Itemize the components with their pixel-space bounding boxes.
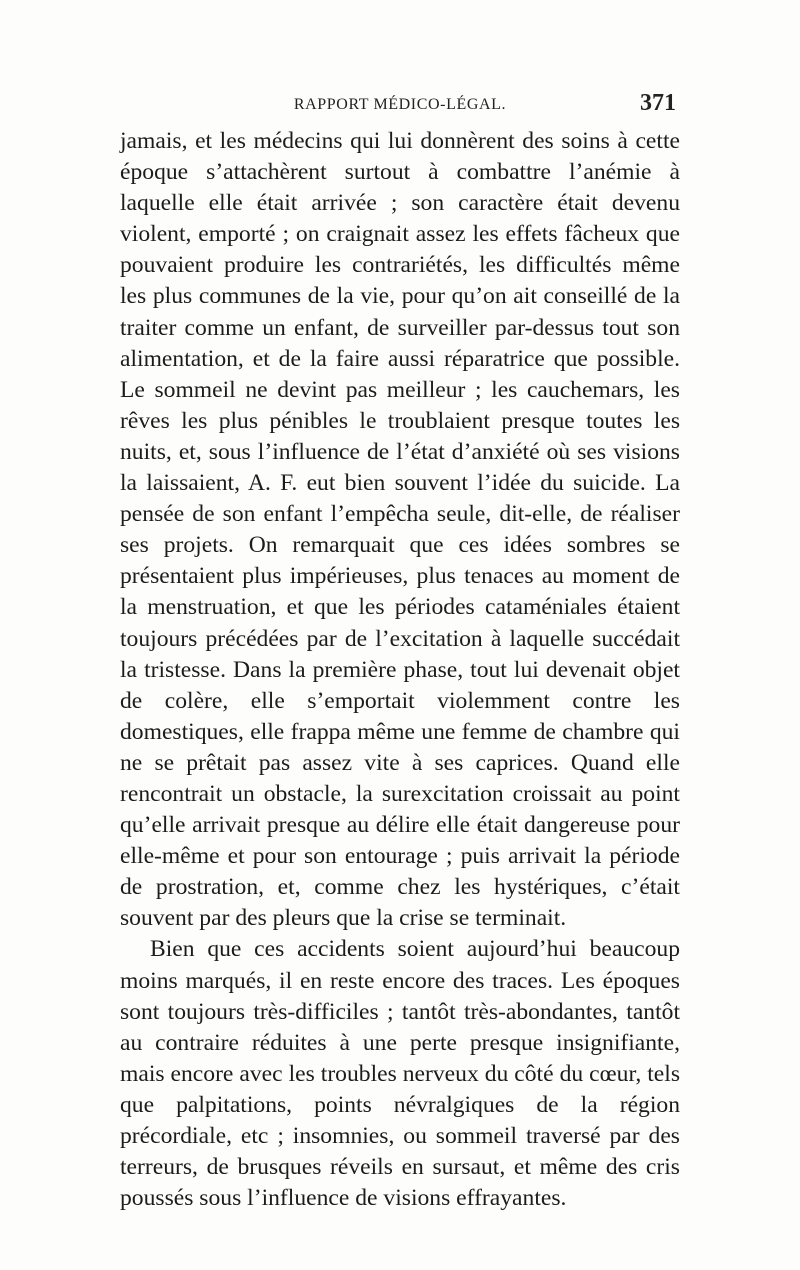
paragraph-2: Bien que ces accidents soient aujourd’hui beaucoup moins marqués, il en reste encore des traces. Les époques sont toujours très-difficiles ; tantôt très-abondantes, tantôt au contraire réduites à une perte presque insignifiante, mais encore avec les troubles nerveux du côté du cœur, tels que palpitations, points névralgiques de la région précordiale, etc ; insomnies, ou sommeil traversé par des terreurs, de brusques réveils en sursaut, et même des cris poussés sous l’influence de visions effrayantes. [120,936,680,1212]
running-header [120,92,680,122]
page-number: 371 [640,90,676,116]
body-text [120,126,680,1214]
paragraph-1: jamais, et les médecins qui lui donnèrent des soins à cette époque s’attachèrent surtout à combattre l’anémie à laquelle elle était arrivée ; son caractère était devenu violent, emporté ; on craignait assez les effets fâcheux que pouvaient produire les contrariétés, les difficultés même les plus communes de la vie, pour qu’on ait conseillé de la traiter comme un enfant, de surveiller par-dessus tout son alimentation, et de la faire aussi réparatrice que possible. Le sommeil ne devint pas meilleur ; les cauchemars, les rêves les plus pénibles le troublaient presque toutes les nuits, et, sous l’influence de l’état d’anxiété où ses visions la laissaient, A. F. eut bien souvent l’idée du suicide. La pensée de son enfant l’empêcha seule, dit-elle, de réaliser ses projets. On remarquait que ces idées sombres se présentaient plus impérieuses, plus tenaces au moment de la menstruation, et que les périodes cataméniales étaient toujours précédées par de l’excitation à laquelle succédait la tristesse. Dans la première phase, tout lui devenait objet de colère, elle s’emportait violemment contre les domestiques, elle frappa même une femme de chambre qui ne se prêtait pas assez vite à ses caprices. Quand elle rencontrait un obstacle, la surexcitation croissait au point qu’elle arrivait presque au délire elle était dangereuse pour elle-même et pour son entourage ; puis arrivait la période de prostration, et, comme chez les hystériques, c’était souvent par des pleurs que la crise se terminait. [120,128,680,932]
header-title: RAPPORT MÉDICO-LÉGAL. [293,96,507,113]
